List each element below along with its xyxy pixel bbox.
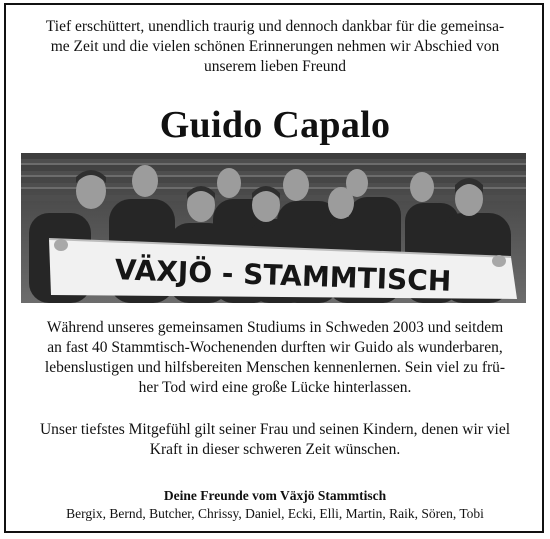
obituary-frame [4, 3, 544, 533]
intro-text: Tief erschüttert, unendlich traurig und dennoch dankbar für die gemeinsa- me Zeit und die vielen schönen Erinnerungen nehmen wir Abschied von unserem lieben Freund [45, 18, 505, 75]
paragraph-memories: Während unseres gemeinsamen Studiums in Schweden 2003 und seitdem an fast 40 Stammtisch-Wochenenden durften wir Guido als wunderbaren, lebenslustigen und hilfsbereiten Menschen kennenlernen. Sein viel zu frü- her Tod wird eine große Lücke hinterlassen. [44, 319, 506, 396]
banner-text: VÄXJÖ - STAMMTISCH [114, 253, 452, 298]
group-photo [21, 153, 526, 303]
deceased-name: Guido Capalo [159, 104, 391, 146]
paragraph-condolences: Unser tiefstes Mitgefühl gilt seiner Frau und seinen Kindern, denen wir viel Kraft in dieser schweren Zeit wünschen. [39, 421, 511, 458]
signature-names: Bergix, Bernd, Butcher, Chrissy, Daniel, Ecki, Elli, Martin, Raik, Sören, Tobi [66, 506, 484, 521]
signature-title: Deine Freunde vom Växjö Stammtisch [163, 488, 387, 503]
